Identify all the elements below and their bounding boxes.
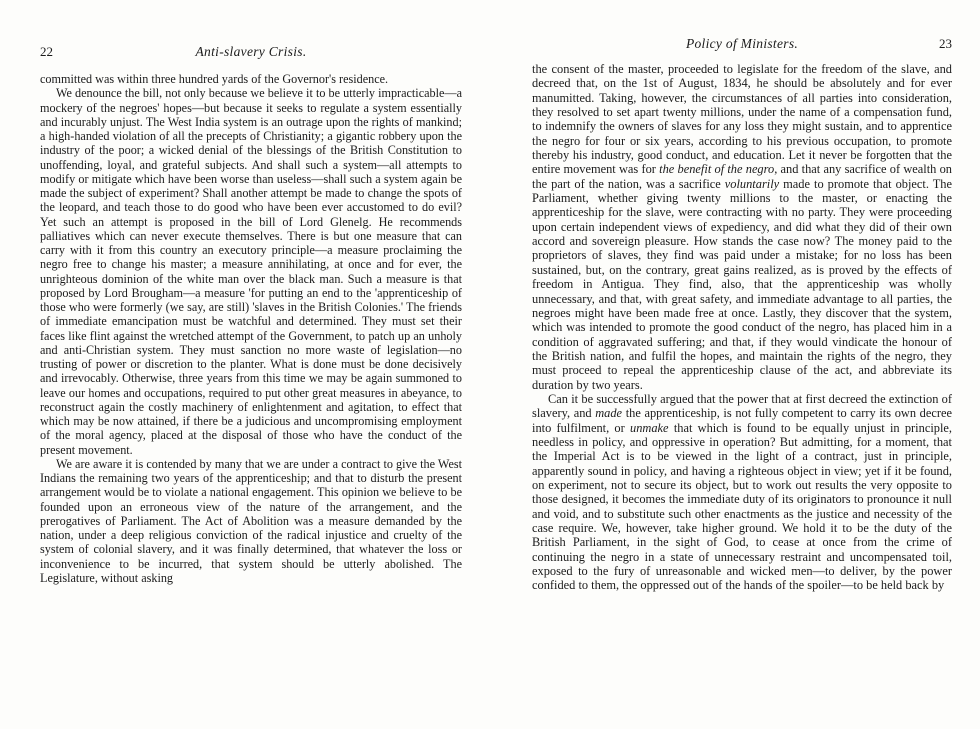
paragraph — [532, 62, 952, 392]
left-page-header — [40, 44, 462, 66]
paragraph: We are aware it is contended by many that we are under a contract to give the West Indians the remaining two years of the apprenticeship; and that to disturb the present arrangement would be to violate a national engagement. This opinion we believe to be founded upon an erroneous view of the nature of the arrangement, and the prerogatives of Parliament. The Act of Abolition was a measure demanded by the nation, under a deep religious conviction of the radical injustice and cruelty of the system of colonial slavery, and it was finally determined, that whatever the loss or inconvenience to be incurred, that system should be utterly abolished. The Legislature, without asking — [40, 456, 462, 585]
page-number: 22 — [40, 44, 53, 59]
italic-text: unmake — [630, 420, 669, 435]
right-page-body — [532, 62, 952, 593]
text-run: , and that any sacrifice of wealth on the part of the nation, was a sacrifice — [532, 162, 953, 191]
italic-text: voluntarily — [724, 176, 780, 191]
right-page-header — [532, 36, 952, 58]
italic-text: made — [595, 406, 623, 421]
left-page-body — [40, 72, 462, 585]
text-run: the apprenticeship, is not fully competent to carry its own decree into fulfilment, or — [532, 406, 952, 435]
italic-text: the benefit of the negro — [659, 162, 775, 177]
paragraph: committed was within three hundred yards of the Governor's residence. — [40, 72, 389, 86]
text-run: made to promote that object. The Parliament, whether giving twenty millions to the master, or enacting the apprenticeship for the slave, were contracting with no party. They were proceeding upon certain independent views of expediency, and did what they did of their own accord and sovereign pleasure. How stands the case now? The money paid to the proprietors of slaves, they find was paid under a mistake; for no loss has been sustained, but, on the contrary, great gains realized, as is proved by the effects of freedom in Antigua. They find, also, that the apprenticeship was wholly unnecessary, and that, with great safety, and immediate advantage to all parties, the negroes might have been made free at once. Lastly, they discover that the system, which was intended to promote the good conduct of the negro, has placed him in a condition of aggravated suffering; and that, if they would vindicate the honour of the British nation, and fulfil the hopes, and maintain the rights of the negro, they must proceed to repeal the apprenticeship clause of the act, and abbreviate its duration by two years. — [532, 176, 953, 392]
right-page — [490, 0, 980, 729]
text-run: that which is found to be equally unjust in principle, needless in policy, and oppressive in operation? But admitting, for a moment, that the Imperial Act is to be viewed in the light of a contract, just in principle, apparently sound in policy, and having a righteous object in view; yet if it be found, on experiment, not to secure its object, but to work out results the very opposite to those designed, it becomes the immediate duty of its originators to pronounce it null and void, and to substitute such other enactments as the justice and necessity of the case require. We, however, take higher ground. We hold it to be the duty of the British Parliament, in the sight of God, to cease at once from the crime of continuing the negro in a state of unnecessary restraint and uncompensated toil, exposed to the fury of unreasonable and wicked men—to deliver, by the power confided to them, the oppressed out of the hands of the spoiler—to be held back by — [532, 420, 952, 593]
running-title: Anti-slavery Crisis. — [195, 44, 307, 59]
text-run: the consent of the master, proceeded to legislate for the freedom of the slave, and decreed that, on the 1st of August, 1834, he should be absolutely and for ever manumitted. Taking, however, the circumstances of all parties into consideration, they resolved to set apart twenty millions, under the name of a compensation fund, to indemnify the owners of slaves for any loss they might sustain, and to apprentice the negro for four or six years, according to his previous occupation, to promote thereby his industry, good conduct, and education. Let it never be forgotten that the entire movement was for — [532, 62, 952, 177]
paragraph: We denounce the bill, not only because we believe it to be utterly impracticable—a mockery of the negroes' hopes—but because it seeks to regulate a system essentially and incurably unjust. The West India system is an outrage upon the rights of mankind; a high-handed violation of all the precepts of Christianity; a gigantic robbery upon the industry of the poor; a wicked denial of the blessings of the British Constitution to unoffending, loyal, and grateful subjects. And shall such a system—all attempts to modify or mitigate which have been worse than useless—shall such a system again be made the subject of experiment? Shall another attempt be made to change the spots of the leopard, and teach those to do good who have been ever accustomed to do evil? Yet such an attempt is proposed in the bill of Lord Glenelg. He recommends palliatives which can never execute themselves. There is but one measure that can carry with it from this country an executory principle—a measure proclaiming the negro free to change his master; a measure annihilating, at once and for ever, the unrighteous dominion of the white man over the black man. Such a measure is that proposed by Lord Brougham—a measure 'for putting an end to the 'apprenticeship of those who were formerly (we say, are still) 'slaves in the British Colonies.' The friends of immediate emancipation must be watchful and determined. They must set their faces like flint against the wretched attempt of the Government, to patch up an unholy and anti-Christian system. They must sanction no more waste of legislation—no trusting of power or discretion to the planter. What is done must be done decisively and irrevocably. Otherwise, three years from this time we may be again summoned to leave our homes and occupations, required to put other great measures in abeyance, to reconstruct again the costly machinery of enlightenment and agitation, to effect that which may be now attained, if there be a judicious and uncompromising employment of the moral agency, placed at the disposal of those who have the conduct of the present movement. — [40, 86, 462, 457]
paragraph — [532, 392, 952, 593]
text-run: Can it be successfully argued that the power that at first decreed the extinction of slavery, and — [532, 391, 952, 421]
running-title: Policy of Ministers. — [685, 36, 799, 51]
page-number: 23 — [939, 36, 952, 51]
